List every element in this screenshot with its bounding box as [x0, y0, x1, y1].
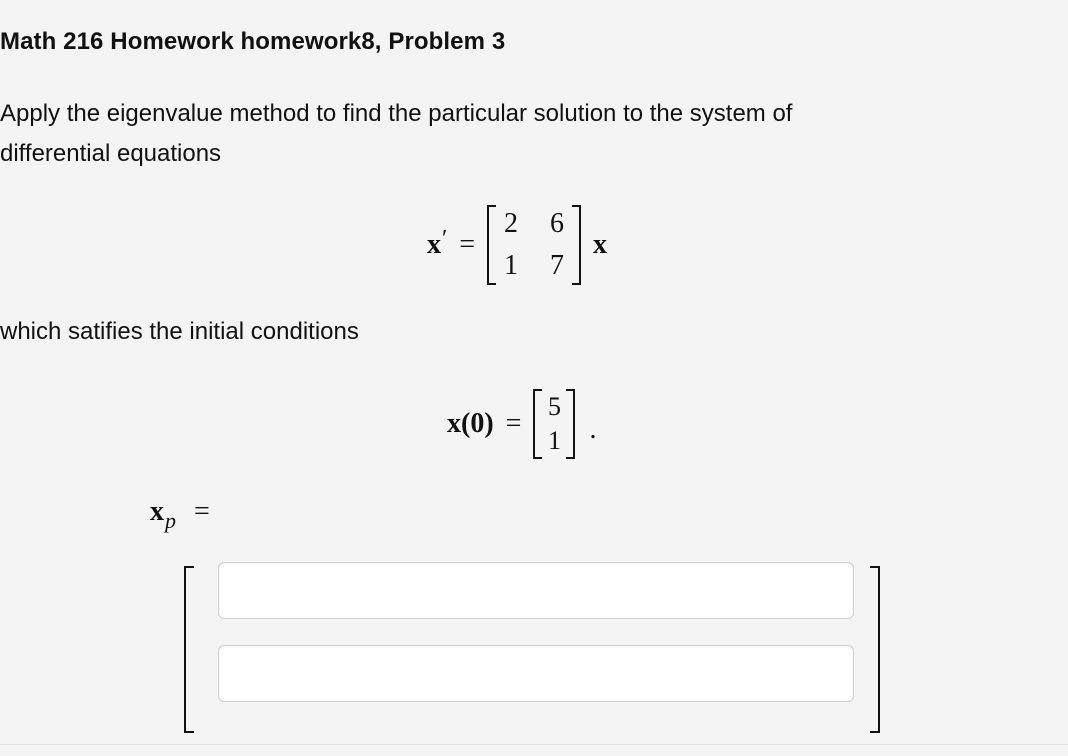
answer-input-row-2[interactable] — [218, 645, 854, 702]
equation-period: . — [589, 414, 597, 445]
matrix-entry: 1 — [504, 250, 519, 281]
matrix-entry: 2 — [504, 208, 519, 239]
system-rhs-x: x — [593, 229, 608, 260]
system-equals-sign: = — [459, 229, 476, 260]
prompt-line-1: Apply the eigenvalue method to find the particular solution to the system of — [0, 100, 793, 127]
matrix-entry: 7 — [550, 250, 565, 281]
system-equation — [427, 198, 607, 292]
coefficient-matrix — [487, 201, 581, 289]
initial-condition-equation — [447, 378, 596, 470]
vector-entry: 1 — [547, 426, 561, 455]
vector-entry: 5 — [547, 392, 561, 421]
initial-vector — [533, 385, 575, 463]
initial-equals-sign: = — [505, 408, 522, 439]
problem-title: Math 216 Homework homework8, Problem 3 — [0, 28, 506, 55]
problem-prompt — [0, 94, 1000, 174]
matrix-entry: 6 — [550, 208, 565, 239]
initial-condition-lhs: x(0) — [447, 408, 494, 439]
answer-label-subscript: p — [165, 508, 176, 533]
page-divider — [0, 744, 1068, 745]
answer-label — [150, 496, 222, 533]
answer-input-row-1[interactable] — [218, 562, 854, 619]
answer-left-bracket — [184, 566, 194, 733]
condition-text: which satifies the initial conditions — [0, 318, 359, 345]
system-lhs-x: x — [427, 229, 441, 260]
answer-right-bracket — [870, 566, 880, 733]
prime-mark: ′ — [442, 225, 448, 252]
answer-equals-sign: = — [194, 496, 210, 527]
prompt-line-2: differential equations — [0, 140, 222, 167]
answer-label-x: x — [150, 496, 164, 527]
